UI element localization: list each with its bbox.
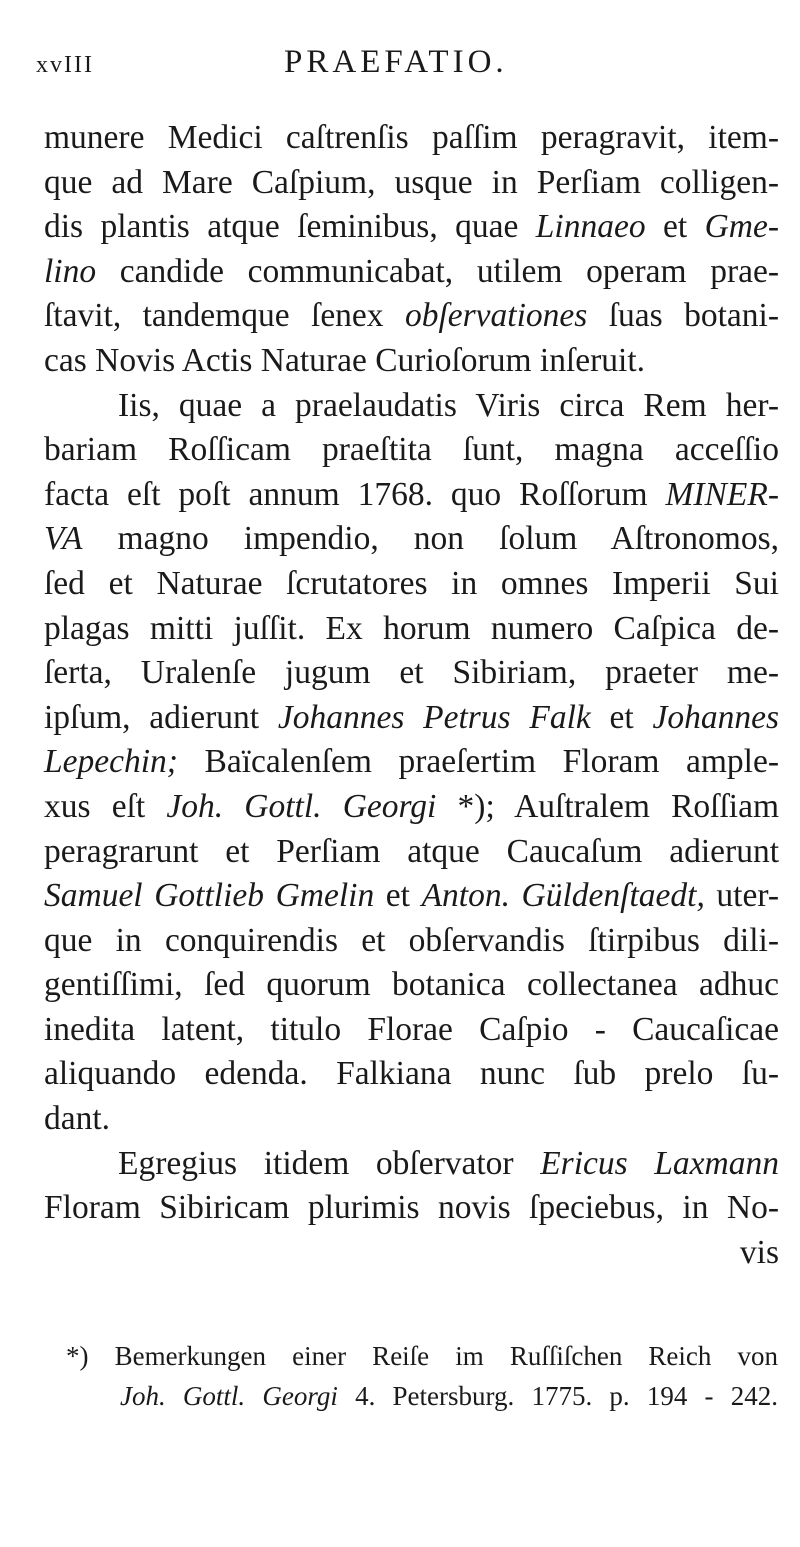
text-line <box>44 785 779 830</box>
text-run: vis <box>739 1233 779 1271</box>
text-run: et <box>645 208 705 246</box>
text-run: dant. <box>44 1100 111 1138</box>
text-line <box>44 1097 779 1142</box>
text-line <box>44 517 779 562</box>
footnote-line <box>66 1376 778 1416</box>
text-run: ſerta, Uralenſe jugum et Sibiriam, praeter me- <box>44 654 779 692</box>
text-run: *) Bemerkungen einer Reiſe im Ruſſiſchen Reich von <box>66 1341 778 1371</box>
text-run: facta eſt poſt annum 1768. quo Roſſorum <box>44 475 666 513</box>
text-run: cas Novis Actis Naturae Curioſorum inſeruit. <box>44 341 646 379</box>
text-run: magno impendio, non ſolum Aſtronomos, <box>82 520 779 558</box>
text-run: Baïcalenſem praeſertim Floram ample- <box>177 743 779 781</box>
page-number: xvIII <box>36 52 94 78</box>
text-run: Floram Sibiricam plurimis novis ſpeciebus, in No- <box>44 1189 779 1227</box>
catchword <box>44 1231 779 1276</box>
text-line <box>44 1008 779 1053</box>
text-line <box>44 651 779 696</box>
text-line <box>44 205 779 250</box>
italic-name: Joh. Gottl. Georgi <box>166 787 437 825</box>
footnote <box>66 1336 778 1416</box>
text-run: munere Medici caſtrenſis paſſim peragravit, item- <box>44 119 779 156</box>
text-run: gentiſſimi, ſed quorum botanica collectanea adhuc <box>44 966 779 1004</box>
text-line <box>44 607 779 652</box>
italic-name: Johannes Petrus Falk <box>277 698 591 736</box>
text-line <box>44 963 779 1008</box>
text-line <box>44 919 779 964</box>
text-run: ſed et Naturae ſcrutatores in omnes Imperii Sui <box>44 564 779 602</box>
text-run: Egregius itidem obſervator <box>118 1144 541 1182</box>
text-line <box>44 384 779 429</box>
body-text <box>44 116 779 1275</box>
text-line <box>44 874 779 919</box>
text-line <box>44 1142 779 1187</box>
text-line <box>44 294 779 339</box>
italic-name: Joh. Gottl. Georgi <box>120 1381 338 1411</box>
text-line <box>44 473 779 518</box>
text-run: et <box>374 877 422 915</box>
italic-name: Anton. Güldenſtaedt, <box>421 877 705 915</box>
text-line <box>44 1052 779 1097</box>
italic-term: obſervationes <box>404 297 588 335</box>
text-line <box>44 339 779 384</box>
text-line <box>44 696 779 741</box>
text-run: bariam Roſſicam praeſtita ſunt, magna acceſſio <box>44 431 779 469</box>
italic-name: Ericus Laxmann <box>540 1144 779 1182</box>
text-run: que in conquirendis et obſervandis ſtirpibus dili- <box>44 921 779 959</box>
text-line <box>44 116 779 161</box>
italic-name: Gme- <box>704 208 779 246</box>
page-header <box>36 44 536 84</box>
italic-name: lino <box>44 252 97 290</box>
text-run: que ad Mare Caſpium, usque in Perſiam colligen- <box>44 163 779 201</box>
text-run: xus eſt <box>44 787 167 825</box>
italic-name: VA <box>44 520 83 558</box>
text-run: ſuas botani- <box>587 297 779 335</box>
text-run: ſtavit, tandemque ſenex <box>44 297 405 335</box>
text-run: *); Auſtralem Roſſiam <box>436 787 780 825</box>
text-run: 4. Petersburg. 1775. p. 194 - 242. <box>337 1381 778 1411</box>
text-run: inedita latent, titulo Florae Caſpio - Caucaſicae <box>44 1010 779 1048</box>
text-run: dis plantis atque ſeminibus, quae <box>44 208 536 246</box>
text-line <box>44 161 779 206</box>
text-line <box>44 250 779 295</box>
text-run: uter- <box>704 877 779 915</box>
text-run: candide communicabat, utilem operam prae- <box>96 252 779 290</box>
italic-name: Johannes <box>652 698 779 736</box>
text-line <box>44 428 779 473</box>
italic-name: Linnaeo <box>535 208 646 246</box>
running-title: PRAEFATIO. <box>284 44 508 80</box>
text-run: ipſum, adierunt <box>44 698 278 736</box>
text-run: et <box>590 698 653 736</box>
text-line <box>44 830 779 875</box>
italic-name: Lepechin; <box>44 743 178 781</box>
italic-name: Samuel Gottlieb Gmelin <box>44 877 375 915</box>
text-line <box>44 562 779 607</box>
text-line <box>44 740 779 785</box>
text-run: plagas mitti juſſit. Ex horum numero Caſpica de- <box>44 609 779 647</box>
text-run: aliquando edenda. Falkiana nunc ſub prelo ſu- <box>44 1055 779 1093</box>
italic-name: MINER- <box>665 475 779 513</box>
footnote-line <box>66 1336 778 1376</box>
text-run: Iis, quae a praelaudatis Viris circa Rem her- <box>118 386 779 424</box>
text-run: peragrarunt et Perſiam atque Caucaſum adierunt <box>44 832 779 870</box>
text-line <box>44 1186 779 1231</box>
